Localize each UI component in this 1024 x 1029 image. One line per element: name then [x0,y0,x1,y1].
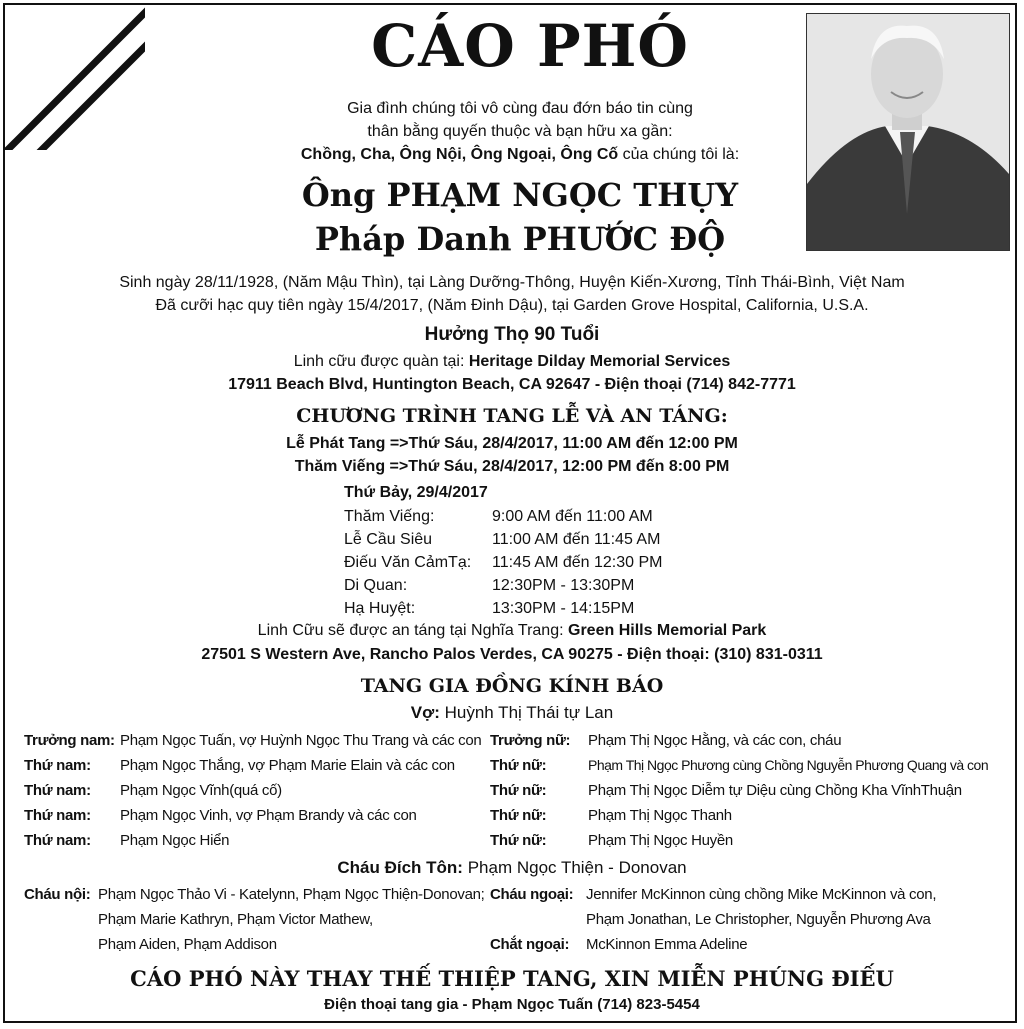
schedule-time: 11:00 AM đến 11:45 AM [492,531,661,548]
wife-line [0,703,1024,723]
great-grandchild-name: McKinnon Emma Adeline [586,936,748,953]
schedule-time: 13:30PM - 14:15PM [492,600,635,617]
family-header: TANG GIA ĐỒNG KÍNH BÁO [360,675,664,697]
schedule-label: Hạ Huyệt: [344,600,416,617]
mourning-ribbon-icon [5,5,145,150]
daughter-name: Phạm Thị Ngọc Thanh [588,807,732,824]
casket-label: Linh cữu được quàn tại: [293,353,465,370]
wife-name: Huỳnh Thị Thái tự Lan [444,703,614,722]
footer-phone: Điện thoại tang gia - Phạm Ngọc Tuấn (714) 823-5454 [324,996,700,1013]
dharma-name: Pháp Danh PHƯỚC ĐỘ [314,220,726,258]
relations-bold: Chồng, Cha, Ông Nội, Ông Ngoại, Ông Cố [300,146,619,163]
eldest-grandson-line [0,858,1024,878]
son-label: Thứ nam: [24,807,91,824]
intro-line-2: thân bằng quyến thuộc và bạn hữu xa gần: [367,123,673,140]
burial-label: Linh Cữu sẽ được an táng tại Nghĩa Trang: [257,622,564,639]
son-name: Phạm Ngọc Vinh, vợ Phạm Brandy và các con [120,807,417,824]
schedule-label: Di Quan: [344,577,408,594]
saturday-heading: Thứ Bảy, 29/4/2017 [344,484,488,501]
casket-line [0,353,1024,371]
daughter-name: Phạm Thị Ngọc Diễm tự Diệu cùng Chồng Kha VĩnhThuận [588,782,962,799]
program-line-1: Lễ Phát Tang =>Thứ Sáu, 28/4/2017, 11:00 AM đến 12:00 PM [286,435,738,452]
birth-line: Sinh ngày 28/11/1928, (Năm Mậu Thìn), tại Làng Dưỡng-Thông, Huyện Kiến-Xương, Tỉnh Thái-Bình, Việt Nam [119,274,905,291]
paternal-grandchildren-line: Phạm Ngọc Thảo Vi - Katelynn, Phạm Ngọc Thiện-Donovan; [98,886,485,903]
maternal-grandchildren-label: Cháu ngoại: [490,886,574,903]
daughter-name: Phạm Thị Ngọc Huyền [588,832,733,849]
daughter-label: Thứ nữ: [490,807,547,824]
daughter-label: Trưởng nữ: [490,732,571,749]
daughter-name: Phạm Thị Ngọc Phương cùng Chồng Nguyễn Phương Quang và con [588,757,989,773]
son-label: Thứ nam: [24,832,91,849]
casket-place: Heritage Dilday Memorial Services [468,353,731,370]
notice-title: CÁO PHÓ [371,12,689,80]
burial-line [0,622,1024,640]
son-label: Trưởng nam: [24,732,115,749]
wife-label: Vợ: [410,703,440,722]
death-line: Đã cưỡi hạc quy tiên ngày 15/4/2017, (Năm Đinh Dậu), tại Garden Grove Hospital, California, U.S.A. [155,297,869,314]
deceased-name: Ông PHẠM NGỌC THỤY [301,176,739,214]
eldest-grandson-label: Cháu Đích Tôn: [337,858,463,877]
great-grandchild-label: Chắt ngoại: [490,936,570,953]
schedule-time: 9:00 AM đến 11:00 AM [492,508,653,525]
eldest-grandson-name: Phạm Ngọc Thiện - Donovan [467,858,687,877]
intro-line-1: Gia đình chúng tôi vô cùng đau đớn báo tin cùng [347,100,693,117]
schedule-time: 12:30PM - 13:30PM [492,577,635,594]
schedule-label: Điếu Văn CảmTạ: [344,554,472,571]
schedule-time: 11:45 AM đến 12:30 PM [492,554,663,571]
daughter-label: Thứ nữ: [490,832,547,849]
paternal-grandchildren-line: Phạm Aiden, Phạm Addison [98,936,277,953]
burial-place: Green Hills Memorial Park [568,622,767,639]
portrait-photo [806,13,1010,251]
casket-address: 17911 Beach Blvd, Huntington Beach, CA 92647 - Điện thoại (714) 842-7771 [228,376,796,393]
son-name: Phạm Ngọc Tuấn, vợ Huỳnh Ngọc Thu Trang và các con [120,732,482,749]
daughter-label: Thứ nữ: [490,757,547,774]
maternal-grandchildren-line: Phạm Jonathan, Le Christopher, Nguyễn Phương Ava [586,911,931,928]
program-title: CHƯƠNG TRÌNH TANG LỄ VÀ AN TÁNG: [296,405,728,427]
son-label: Thứ nam: [24,782,91,799]
relations-tail: của chúng tôi là: [622,146,740,163]
son-name: Phạm Ngọc Hiển [120,832,230,849]
relations-line [240,146,800,164]
burial-address: 27501 S Western Ave, Rancho Palos Verdes, CA 90275 - Điện thoại: (310) 831-0311 [201,646,823,663]
age-line: Hưởng Thọ 90 Tuổi [424,324,600,345]
paternal-grandchildren-label: Cháu nội: [24,886,91,903]
schedule-label: Lễ Cầu Siêu [344,531,433,548]
maternal-grandchildren-line: Jennifer McKinnon cùng chồng Mike McKinnon và con, [586,886,937,903]
paternal-grandchildren-line: Phạm Marie Kathryn, Phạm Victor Mathew, [98,911,373,928]
daughter-label: Thứ nữ: [490,782,547,799]
son-name: Phạm Ngọc Vĩnh(quá cố) [120,782,282,799]
son-name: Phạm Ngọc Thắng, vợ Phạm Marie Elain và các con [120,757,455,774]
schedule-label: Thăm Viếng: [344,508,435,525]
program-line-2: Thăm Viếng =>Thứ Sáu, 28/4/2017, 12:00 PM đến 8:00 PM [294,458,730,475]
son-label: Thứ nam: [24,757,91,774]
footer-title: CÁO PHÓ NÀY THAY THẾ THIỆP TANG, XIN MIỄN PHÚNG ĐIẾU [130,966,894,991]
daughter-name: Phạm Thị Ngọc Hằng, và các con, cháu [588,732,842,749]
